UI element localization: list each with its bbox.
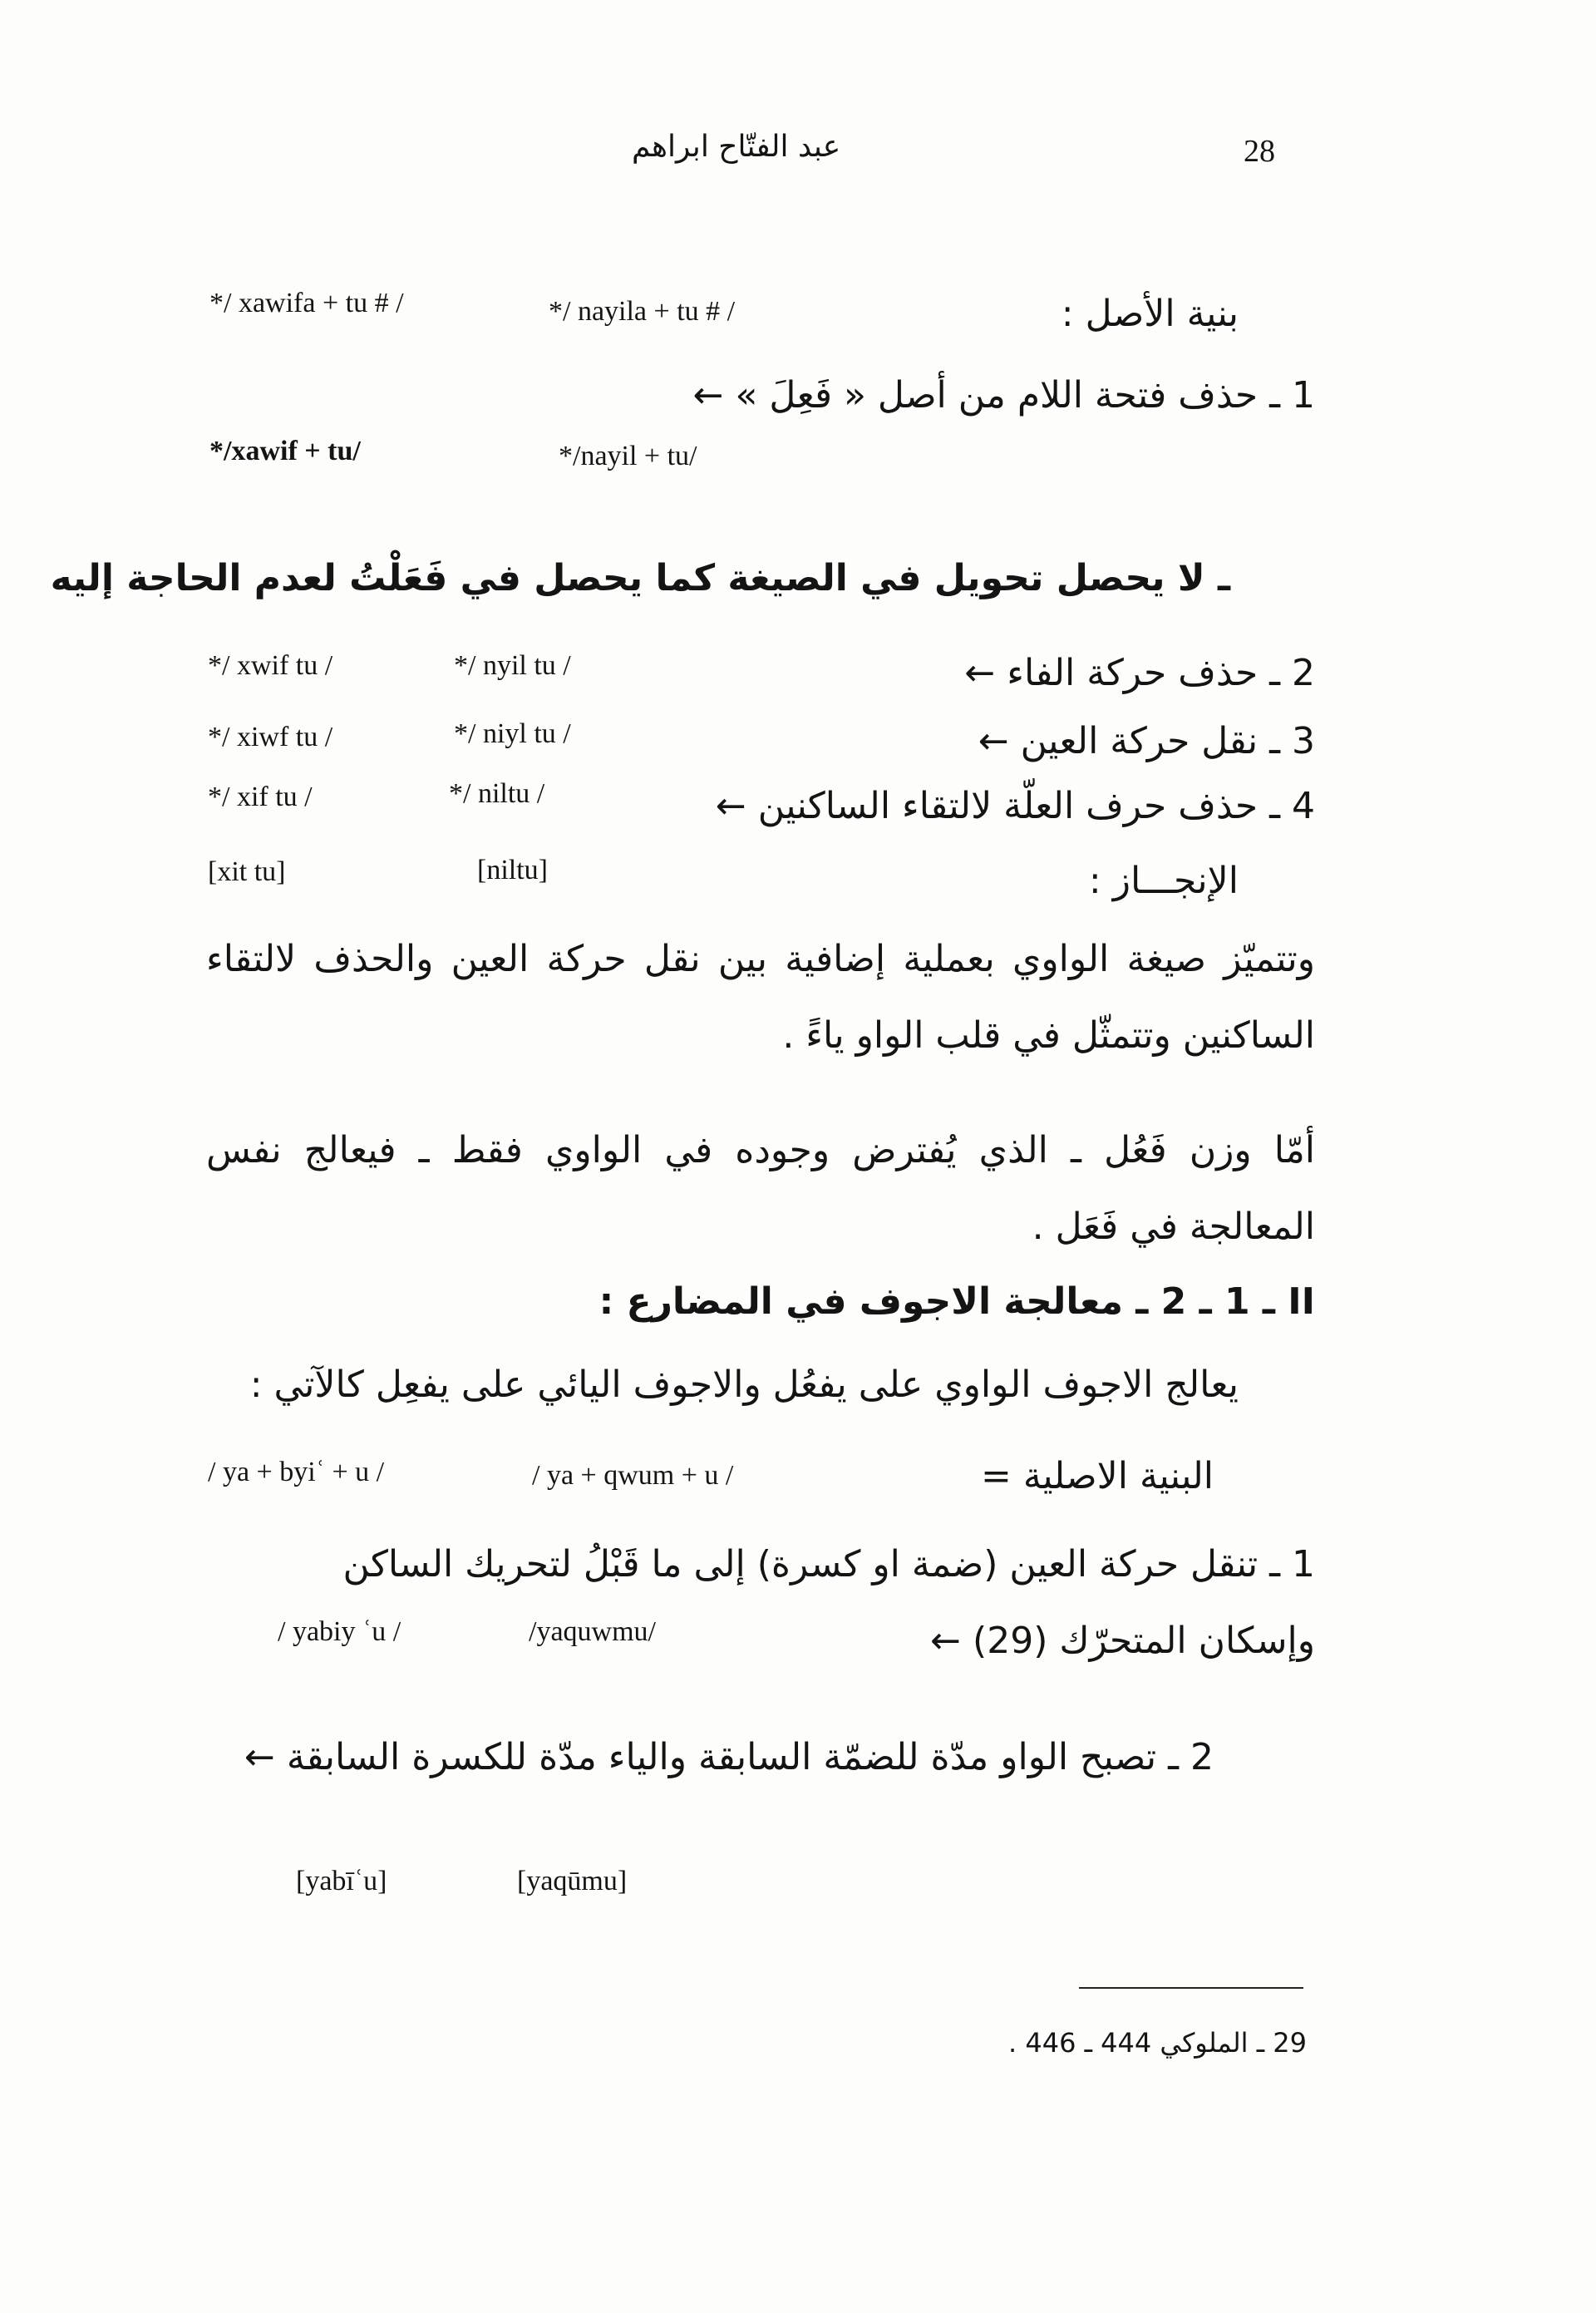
step-b1-line2: وإسكان المتحرّك (29) ← <box>930 1620 1315 1662</box>
footnote: 29 ـ الملوكي 444 ـ 446 . <box>1008 2027 1307 2059</box>
paragraph-2: أمّا وزن فَعُل ـ الذي يُفترض وجوده في الواوي فقط ـ فيعالج نفس المعالجة في فَعَل . <box>206 1129 1315 1248</box>
base2-col1: / ya + byiʿ + u / <box>208 1457 385 1487</box>
step1-col1: */xawif + tu/ <box>209 436 361 466</box>
step1-text: 1 ـ حذف فتحة اللام من أصل « فَعِلَ » ← <box>692 374 1315 417</box>
step4-col2: */ niltu / <box>449 778 545 809</box>
step-b2-text: 2 ـ تصبح الواو مدّة للضمّة السابقة والياء مدّة للكسرة السابقة ← <box>244 1736 1214 1778</box>
base-col1: */ xawifa + tu # / <box>209 288 404 318</box>
base2-col2: / ya + qwum + u / <box>532 1460 734 1491</box>
final-col1: [yabīʿu] <box>296 1866 387 1896</box>
result-col2: [niltu] <box>477 855 548 885</box>
step1-col2: */nayil + tu/ <box>559 441 697 471</box>
step2-col1: */ xwif tu / <box>208 650 333 681</box>
page-number: 28 <box>1244 134 1275 169</box>
result-col1: [xit tu] <box>208 856 286 887</box>
note-line: ـ لا يحصل تحويل في الصيغة كما يحصل في فَعَلْتُ لعدم الحاجة إليه <box>50 557 1230 599</box>
step-b1-col1: / yabiy ʿu / <box>278 1616 401 1647</box>
step3-text: 3 ـ نقل حركة العين ← <box>978 720 1315 762</box>
result-label: الإنجـــاز : <box>1088 860 1239 902</box>
step3-col1: */ xiwf tu / <box>208 722 333 752</box>
step2-text: 2 ـ حذف حركة الفاء ← <box>964 652 1315 694</box>
step4-text: 4 ـ حذف حرف العلّة لالتقاء الساكنين ← <box>715 785 1315 827</box>
final-col2: [yaqūmu] <box>517 1866 628 1896</box>
step-b1-col2: /yaquwmu/ <box>529 1616 656 1647</box>
section-heading: II ـ 1 ـ 2 ـ معالجة الاجوف في المضارع : <box>598 1280 1315 1323</box>
step4-col1: */ xif tu / <box>208 782 313 812</box>
base2-label: البنية الاصلية = <box>980 1455 1214 1497</box>
footnote-rule <box>1079 1987 1303 1989</box>
step-b1-line1: 1 ـ تنقل حركة العين (ضمة او كسرة) إلى ما قَبْلُ لتحريك الساكن <box>342 1543 1315 1586</box>
paragraph-1: وتتميّز صيغة الواوي بعملية إضافية بين نقل حركة العين والحذف لالتقاء الساكنين وتتمثّل في قلب الواو ياءً . <box>206 938 1315 1057</box>
base-label: بنية الأصل : <box>1061 293 1239 335</box>
step3-col2: */ niyl tu / <box>454 718 571 749</box>
running-header-author: عبد الفتّاح ابراهم <box>632 130 841 164</box>
step2-col2: */ nyil tu / <box>454 650 571 681</box>
base-col2: */ nayila + tu # / <box>549 296 736 327</box>
section-intro: يعالج الاجوف الواوي على يفعُل والاجوف اليائي على يفعِل كالآتي : <box>249 1364 1239 1406</box>
